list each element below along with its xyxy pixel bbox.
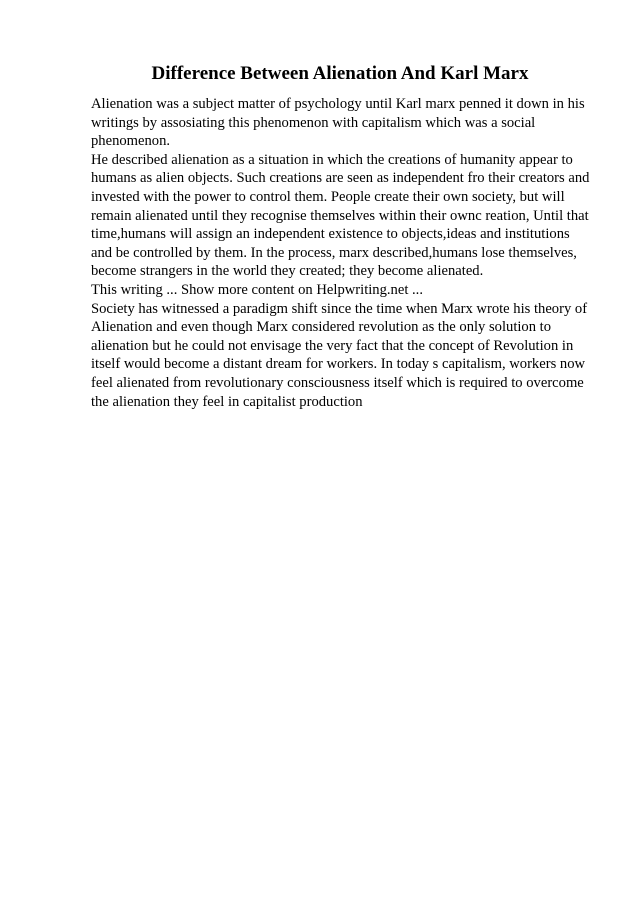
- show-more-line: This writing ... Show more content on Helpwriting.net ...: [91, 281, 423, 298]
- body-line: remain alienated until they recognise themselves within their ownc reation, Until that: [91, 207, 589, 224]
- body-line: humans as alien objects. Such creations are seen as independent fro their creators and: [91, 170, 590, 187]
- body-line: time,humans will assign an independent existence to objects,ideas and institutions: [91, 226, 570, 243]
- body-line: Society has witnessed a paradigm shift since the time when Marx wrote his theory of: [91, 300, 588, 317]
- body-line: writings by assosiating this phenomenon with capitalism which was a social: [91, 114, 536, 131]
- body-line: feel alienated from revolutionary consciousness itself which is required to overcome: [91, 374, 584, 391]
- body-line: itself would become a distant dream for workers. In today s capitalism, workers now: [91, 356, 586, 373]
- body-line: invested with the power to control them. People create their own society, but will: [91, 188, 565, 205]
- body-line: Alienation and even though Marx considered revolution as the only solution to: [91, 319, 552, 336]
- body-line: Alienation was a subject matter of psychology until Karl marx penned it down in his: [91, 96, 585, 112]
- document-body: [91, 95, 601, 411]
- body-line: the alienation they feel in capitalist production: [91, 393, 363, 410]
- body-line: He described alienation as a situation in which the creations of humanity appear to: [91, 151, 573, 168]
- body-line: alienation but he could not envisage the very fact that the concept of Revolution in: [91, 337, 574, 354]
- body-line: phenomenon.: [91, 133, 171, 150]
- body-line: become strangers in the world they created; they become alienated.: [91, 263, 484, 280]
- body-line: and be controlled by them. In the process, marx described,humans lose themselves,: [91, 244, 577, 261]
- document-title: Difference Between Alienation And Karl Marx: [151, 63, 529, 84]
